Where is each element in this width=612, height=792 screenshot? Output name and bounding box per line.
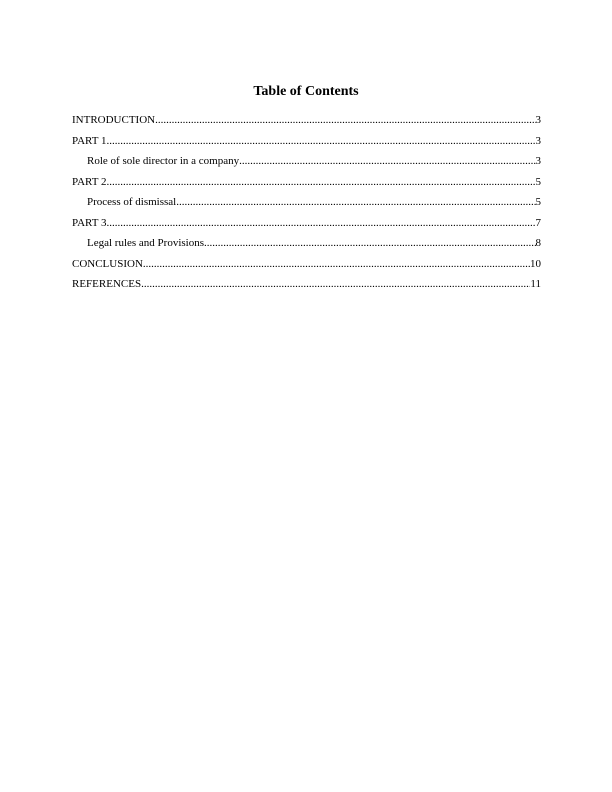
toc-link[interactable]: [72, 175, 541, 189]
toc-dot-leader: [155, 113, 535, 127]
toc-entry-label: REFERENCES: [72, 278, 142, 290]
toc-dot-leader: [107, 216, 536, 230]
toc-page-number: 5: [535, 175, 541, 188]
toc-entry-label: Role of sole director in a company: [87, 155, 240, 167]
toc-entry-legal-rules-and-provisions[interactable]: [72, 236, 541, 257]
toc-dot-leader: [141, 277, 530, 291]
toc-entry-label: CONCLUSION: [72, 257, 143, 270]
toc-entry-references[interactable]: [72, 277, 541, 298]
toc-entry-part-3[interactable]: [72, 216, 541, 237]
toc-dot-leader: [107, 134, 536, 148]
toc-page-number: 10: [530, 257, 541, 270]
toc-link[interactable]: [87, 154, 541, 168]
toc-link[interactable]: [87, 195, 541, 209]
toc-entry-conclusion[interactable]: [72, 257, 541, 278]
toc-link[interactable]: [87, 236, 541, 250]
toc-dot-leader: [176, 195, 535, 209]
toc-link[interactable]: [72, 113, 541, 127]
toc-entry-label: PART 3: [72, 216, 107, 229]
toc-list: [72, 113, 541, 298]
toc-entry-role-of-sole-director[interactable]: [72, 154, 541, 175]
toc-entry-label: Process of dismissal: [87, 196, 177, 208]
toc-entry-part-2[interactable]: [72, 175, 541, 196]
toc-entry-process-of-dismissal[interactable]: [72, 195, 541, 216]
toc-dot-leader: [239, 154, 535, 168]
toc-dot-leader: [204, 236, 535, 250]
toc-dot-leader: [143, 257, 530, 271]
toc-page-number: 11: [530, 278, 541, 290]
toc-page-number: 7: [535, 216, 541, 229]
toc-page-number: 3: [535, 134, 541, 147]
toc-page-number: 5: [535, 196, 541, 208]
toc-link[interactable]: [72, 134, 541, 148]
toc-entry-label: INTRODUCTION: [72, 114, 156, 126]
toc-entry-label: PART 1: [72, 134, 107, 147]
toc-link[interactable]: [72, 257, 541, 271]
toc-entry-introduction[interactable]: [72, 113, 541, 134]
toc-dot-leader: [107, 175, 536, 189]
toc-entry-part-1[interactable]: [72, 134, 541, 155]
toc-entry-label: Legal rules and Provisions: [87, 237, 205, 249]
toc-entry-label: PART 2: [72, 175, 107, 188]
toc-link[interactable]: [72, 277, 541, 291]
toc-link[interactable]: [72, 216, 541, 230]
toc-page-number: 3: [535, 114, 541, 126]
toc-page-number: 8: [535, 237, 541, 249]
toc-page-number: 3: [535, 155, 541, 167]
toc-title: Table of Contents: [253, 84, 359, 99]
